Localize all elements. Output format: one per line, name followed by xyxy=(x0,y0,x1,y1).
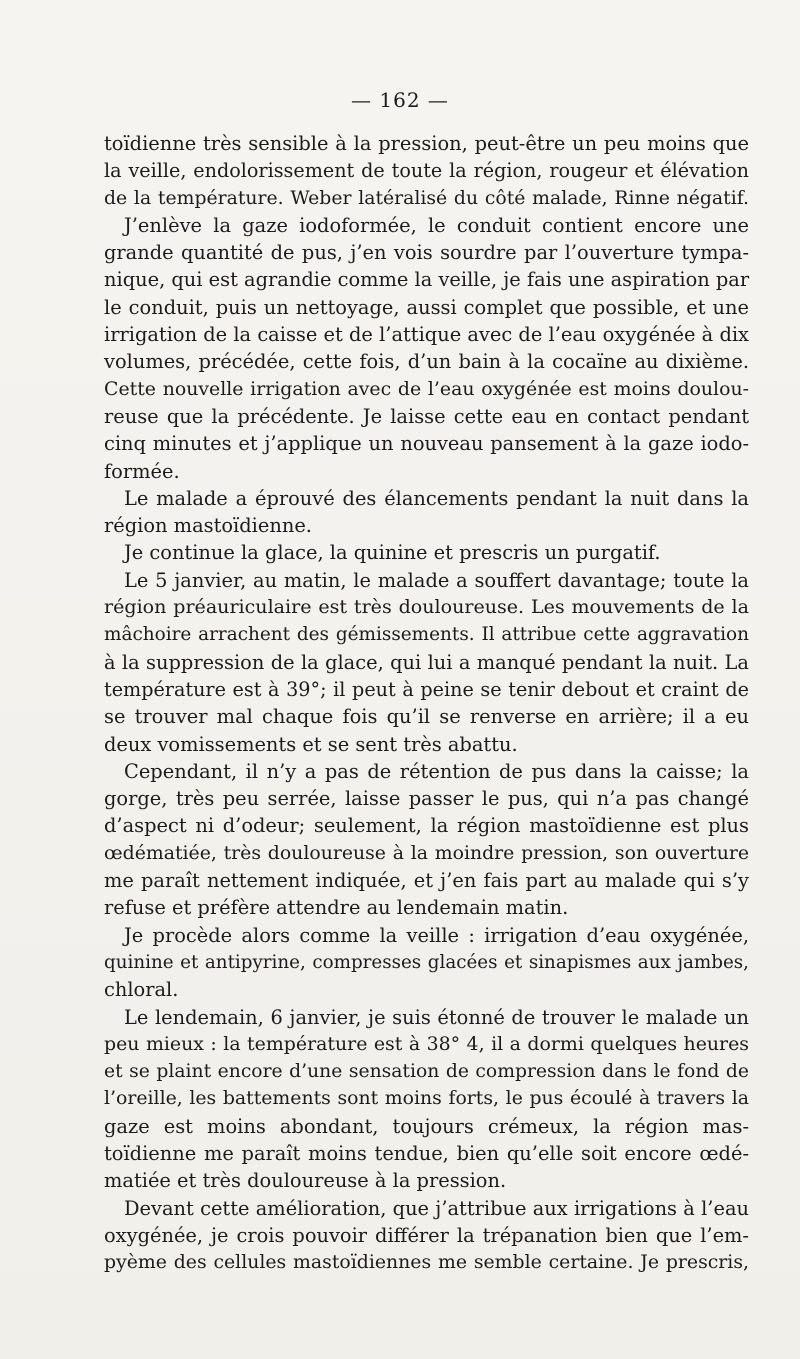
text-line: matiée et très douloureuse à la pression. xyxy=(104,1169,507,1193)
text-line: me paraît nettement indiquée, et j’en fais part au malade qui s’y xyxy=(104,869,749,893)
text-line: refuse et préfère attendre au lendemain matin. xyxy=(104,896,569,920)
text-line: gaze est moins abondant, toujours crémeux, la région mas- xyxy=(104,1114,749,1138)
text-line: reuse que la précédente. Je laisse cette eau en contact pendant xyxy=(104,404,749,428)
text-line: Le lendemain, 6 janvier, je suis étonné de trouver le malade un xyxy=(124,1005,749,1029)
text-line: oxygénée, je crois pouvoir différer la trépanation bien que l’em- xyxy=(104,1223,749,1247)
text-line: se trouver mal chaque fois qu’il se renverse en arrière; il a eu xyxy=(104,705,749,729)
text-line: deux vomissements et se sent très abattu. xyxy=(104,732,518,756)
text-line: d’aspect ni d’odeur; seulement, la région mastoïdienne est plus xyxy=(104,814,749,838)
text-line: Le 5 janvier, au matin, le malade a souffert davantage; toute la xyxy=(124,568,749,592)
text-line: l’oreille, les battements sont moins forts, le pus écoulé à travers la xyxy=(104,1088,749,1110)
text-line: pyème des cellules mastoïdiennes me semble certaine. Je prescris, xyxy=(104,1252,749,1274)
text-line: chloral. xyxy=(104,978,179,1002)
text-line: région mastoïdienne. xyxy=(104,514,312,538)
text-line: mâchoire arrachent des gémissements. Il attribue cette aggravation xyxy=(104,624,749,646)
text-line: le conduit, puis un nettoyage, aussi complet que possible, et une xyxy=(104,295,749,319)
text-line: formée. xyxy=(104,459,180,483)
text-line: Je continue la glace, la quinine et prescris un purgatif. xyxy=(124,541,661,565)
text-line: toïdienne me paraît moins tendue, bien qu’elle soit encore œdé- xyxy=(104,1141,749,1165)
text-line: volumes, précédée, cette fois, d’un bain à la cocaïne au dixième. xyxy=(104,350,749,374)
text-line: irrigation de la caisse et de l’attique avec de l’eau oxygénée à dix xyxy=(104,323,749,347)
text-line: de la température. Weber latéralisé du côté malade, Rinne négatif. xyxy=(104,187,749,209)
text-line: Cette nouvelle irrigation avec de l’eau oxygénée est moins doulou- xyxy=(104,377,749,400)
text-line: toïdienne très sensible à la pression, peut-être un peu moins que xyxy=(104,132,749,155)
text-line: cinq minutes et j’applique un nouveau pansement à la gaze iodo- xyxy=(104,432,749,456)
text-line: J’enlève la gaze iodoformée, le conduit contient encore une xyxy=(124,213,749,237)
text-line: grande quantité de pus, j’en vois sourdre par l’ouverture tympa- xyxy=(104,241,749,265)
text-line: et se plaint encore d’une sensation de compression dans le fond de xyxy=(104,1061,749,1083)
text-line: Devant cette amélioration, que j’attribue aux irrigations à l’eau xyxy=(124,1196,749,1220)
text-line: la veille, endolorissement de toute la région, rougeur et élévation xyxy=(104,159,749,183)
text-line: Cependant, il n’y a pas de rétention de pus dans la caisse; la xyxy=(124,759,749,783)
page-number: — 162 — xyxy=(351,88,449,112)
text-line: nique, qui est agrandie comme la veille, je fais une aspiration par xyxy=(104,268,750,292)
text-line: peu mieux : la température est à 38° 4, il a dormi quelques heures xyxy=(104,1032,749,1055)
body-text xyxy=(104,130,749,1276)
text-line: température est à 39°; il peut à peine se tenir debout et craint de xyxy=(104,677,749,701)
text-line: gorge, très peu serrée, laisse passer le pus, qui n’a pas changé xyxy=(104,787,749,811)
text-line: région préauriculaire est très douloureuse. Les mouvements de la xyxy=(104,596,749,619)
text-line: Je procède alors comme la veille : irrigation d’eau oxygénée, xyxy=(124,923,749,947)
text-line: œdématiée, très douloureuse à la moindre pression, son ouverture xyxy=(104,842,749,864)
text-line: à la suppression de la glace, qui lui a manqué pendant la nuit. La xyxy=(104,650,749,674)
text-line: Le malade a éprouvé des élancements pendant la nuit dans la xyxy=(124,486,749,510)
text-line: quinine et antipyrine, compresses glacées et sinapismes aux jambes, xyxy=(104,951,749,973)
